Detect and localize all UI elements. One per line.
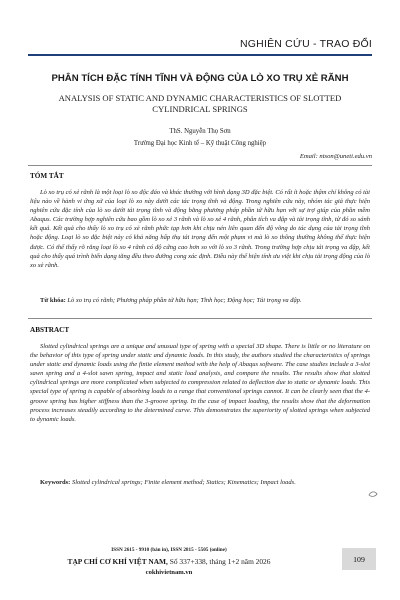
summary-top-rule	[28, 165, 372, 166]
footer-issue: Số 337+338, tháng 1+2 năm 2026	[169, 557, 271, 566]
page-number-box	[342, 548, 376, 570]
abstract-keywords-text: Slotted cylindrical springs; Finite element method; Statics; Kinematics; Impact loads.	[71, 479, 296, 486]
abstract-keywords	[30, 478, 370, 487]
author-email: Email: ntson@uneti.edu.vn	[299, 153, 372, 160]
summary-body: Lò xo trụ có xẻ rãnh là một loại lò xo độc đáo và khác thường với hình dạng 3D đặc biệt. Có rất ít hoặc thậm chí không có tài liệu nào về hành vi ứng xử của loại lò xo này dưới các tác trọng tĩnh và động. Trong nghiên cứu này, nhóm tác giả thực hiện nghiên cứu đặc tính của lò xo dưới tải trọng tĩnh và động bằng phương pháp phần tử hữu hạn với sự trợ giúp của phần mềm Abaqus. Các trường hợp nghiên cứu bao gồm lò xo xẻ 3 rãnh và lò xo xẻ 4 rãnh, phân tích va đập và tải trọng tĩnh, từ đó so sánh kết quả. Kết quả cho thấy lò xo trụ có xẻ rãnh phức tạp hơn khi chịu nén liên quan đến độ võng do tác dụng của tải trọng tĩnh hoặc động. Loại lò xo đặc biệt này có khả năng hấp thụ tải trọng đến một phạm vi mà lò xo thông thường không thể thực hiện được. Có thể thấy rõ rằng loại lò xo 4 rãnh có độ cứng cao hơn so với lò xo 3 rãnh. Trong trường hợp chịu tải trọng va đập, kết quả cho thấy quá trình biến dạng tăng đều theo đường cong xác định. Điều này thể hiện tính ưu việt khi chịu tải trọng động của lò xo xẻ rãnh.	[30, 189, 370, 269]
summary-heading: TÓM TẮT	[30, 172, 64, 180]
abstract-keywords-label: Keywords:	[40, 479, 71, 486]
section-label: NGHIÊN CỨU - TRAO ĐỔI	[240, 38, 372, 50]
abstract-heading: ABSTRACT	[30, 326, 70, 334]
footer-issn: ISSN 2615 - 9910 (bản in), ISSN 2815 - 5505 (online)	[111, 547, 227, 553]
footer-journal-line	[0, 557, 338, 566]
author-name: ThS. Nguyễn Thọ Sơn	[169, 128, 231, 135]
footer-website: cokhivietnam.vn	[145, 569, 193, 576]
article-title-en-line-1: ANALYSIS OF STATIC AND DYNAMIC CHARACTERISTICS OF SLOTTED	[58, 93, 342, 103]
decorative-leaf-icon	[368, 489, 378, 499]
header-rule	[28, 54, 372, 56]
abstract-top-rule	[28, 318, 372, 319]
summary-keywords-label: Từ khóa:	[40, 297, 66, 304]
abstract-body: Slotted cylindrical springs are a unique and unusual type of spring with a special 3D shape. There is little or no literature on the behavior of this type of spring under static and dynamic loads. In this study, the authors studied the characteristics of springs under static and dynamic loads using the finite element method with the help of Abaqus software. The case studies include a 3-slot sawn spring and a 4-slot sawn spring, impact and static load analysis, and compare the results. The results show that slotted cylindrical springs are more complicated when subjected to compression related to deflection due to static or dynamic loads. This special type of spring is capable of absorbing loads to a range that conventional springs cannot. It can be clearly seen that the 4-groove spring has higher stiffness than the 3-groove spring. In the case of impact loading, the results show that the deformation process increases steadily according to the determined curve. This demonstrates the superiority of slotted springs when subjected to dynamic loads.	[30, 343, 370, 423]
author-affiliation: Trường Đại học Kinh tế – Kỹ thuật Công nghiệp	[133, 140, 267, 147]
article-title-en-line-2: CYLINDRICAL SPRINGS	[152, 104, 248, 114]
page-number: 109	[353, 554, 365, 564]
summary-keywords	[30, 296, 370, 305]
summary-keywords-text: Lò xo trụ có rãnh; Phương pháp phần tử hữu hạn; Tĩnh học; Động học; Tải trọng va đập.	[67, 297, 302, 304]
article-title-vi: PHÂN TÍCH ĐẶC TÍNH TĨNH VÀ ĐỘNG CỦA LÒ XO TRỤ XẺ RÃNH	[51, 73, 349, 84]
article-title-en	[40, 93, 360, 115]
footer-journal-name: TẠP CHÍ CƠ KHÍ VIỆT NAM,	[67, 557, 168, 566]
